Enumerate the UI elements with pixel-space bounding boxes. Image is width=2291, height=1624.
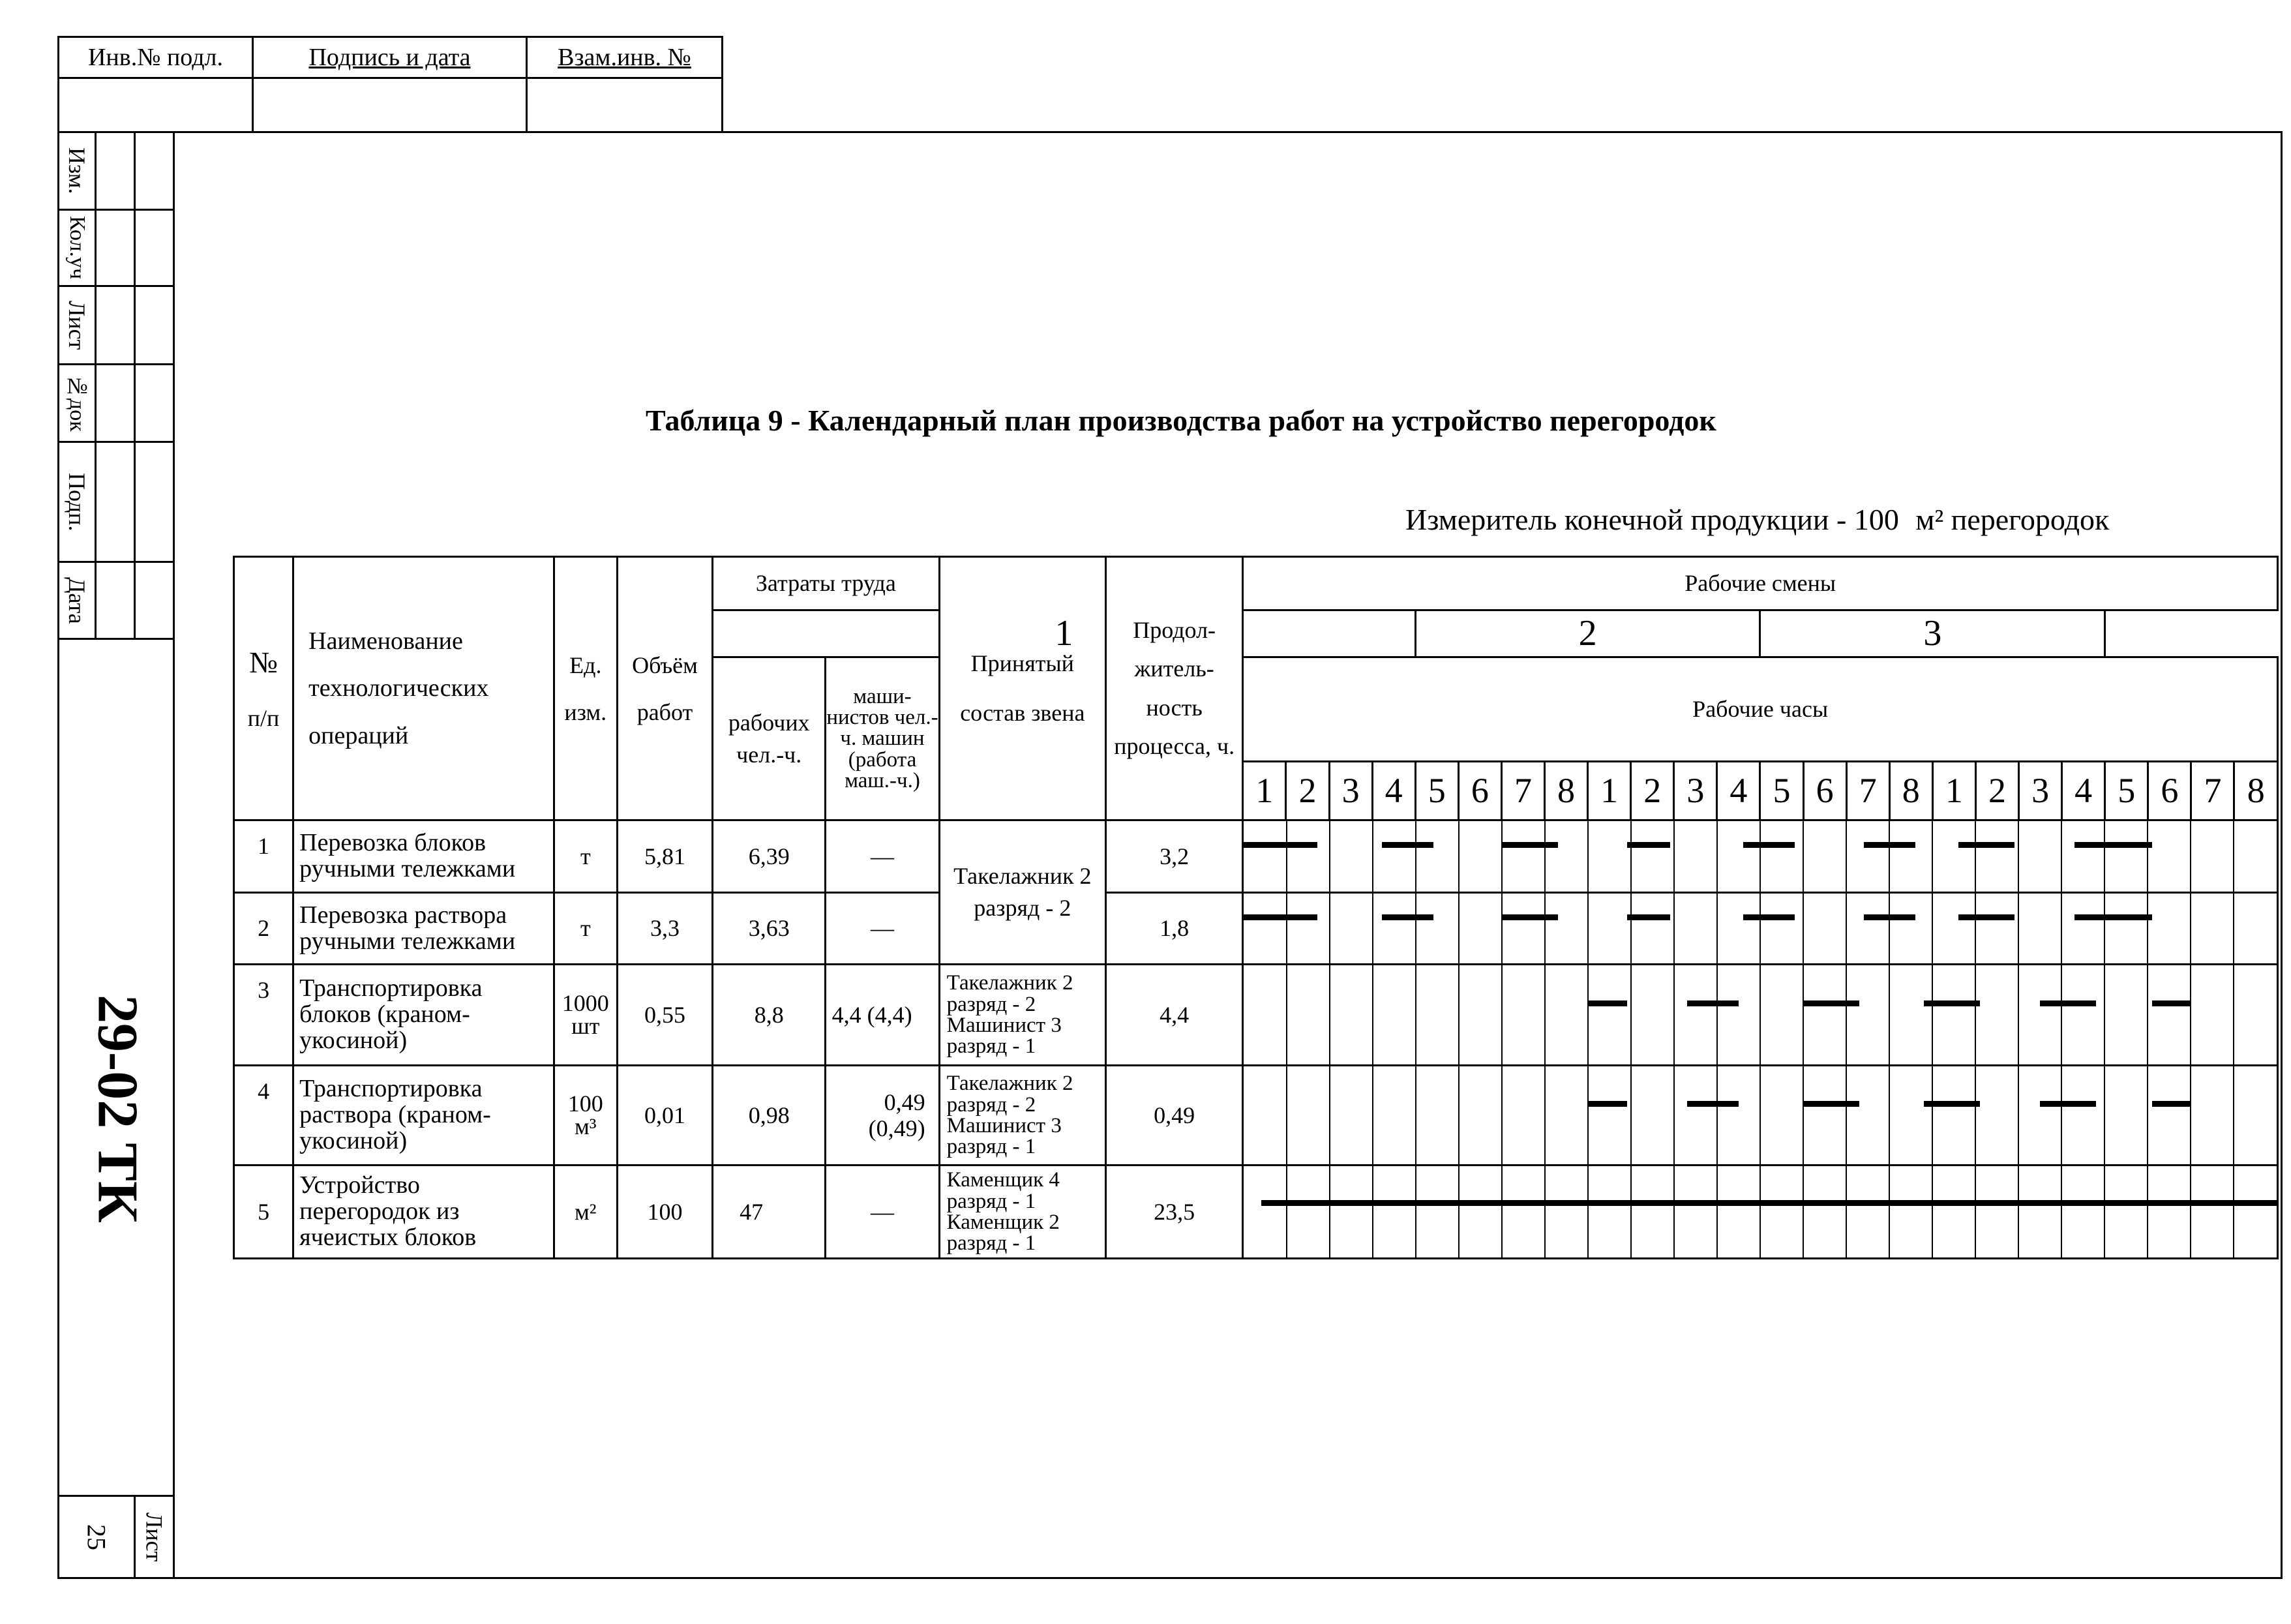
hour-gridline xyxy=(1587,1166,1589,1257)
hour-gridline xyxy=(2233,821,2234,892)
header-labor-machinists: маши-нистов чел.-ч. машин (работа маш.-ч.) xyxy=(826,657,939,820)
hour-gridline xyxy=(1630,821,1632,892)
header-num xyxy=(234,557,293,820)
hour-24: 8 xyxy=(2234,762,2278,820)
gantt-row-1 xyxy=(1243,820,2278,893)
hour-gridline xyxy=(1329,1166,1330,1257)
row-crew: Такелажник 2 разряд - 2 xyxy=(939,820,1105,965)
row-unit: 100 м³ xyxy=(554,1066,617,1165)
row-duration: 3,2 xyxy=(1106,820,1243,893)
measure-line xyxy=(1405,502,2109,537)
row-operation: Транспортировка раствора (краном-укосиной) xyxy=(293,1066,554,1165)
schedule-bar xyxy=(1743,842,1795,848)
side-label-ndok: №док xyxy=(65,374,89,432)
hour-gridline xyxy=(1544,965,1546,1064)
hour-3: 3 xyxy=(1329,762,1372,820)
measure-prefix: Измеритель конечной продукции - 100 xyxy=(1405,503,1899,536)
signature-date-label: Подпись и дата xyxy=(308,44,471,71)
hour-gridline xyxy=(1889,894,1890,963)
schedule-bar xyxy=(2040,1000,2096,1006)
hour-gridline xyxy=(1975,894,1976,963)
hour-gridline xyxy=(1372,821,1373,892)
hour-15: 7 xyxy=(1846,762,1889,820)
row-duration: 4,4 xyxy=(1106,965,1243,1066)
hour-gridline xyxy=(1587,821,1589,892)
hour-gridline xyxy=(2190,821,2191,892)
hour-gridline xyxy=(1372,965,1373,1064)
side-label-list: Лист xyxy=(64,300,90,350)
side-label-podp: Подп. xyxy=(64,472,90,532)
measure-suffix: перегородок xyxy=(1951,503,2110,536)
frame-right xyxy=(2281,131,2283,1579)
hour-gridline xyxy=(1415,965,1416,1064)
row-num: 1 xyxy=(234,820,293,893)
schedule-bar xyxy=(2152,1000,2191,1006)
row-num: 3 xyxy=(234,965,293,1066)
hour-12: 4 xyxy=(1717,762,1760,820)
hour-19: 3 xyxy=(2019,762,2062,820)
row-workers: 3,63 xyxy=(713,893,826,965)
hour-gridline xyxy=(1501,965,1503,1064)
hour-gridline xyxy=(1372,1166,1373,1257)
hour-13: 5 xyxy=(1760,762,1803,820)
row-machinists: — xyxy=(826,893,939,965)
schedule-bar xyxy=(1502,842,1558,848)
row-unit: т xyxy=(554,893,617,965)
hour-gridline xyxy=(1803,894,1804,963)
row-machinists: — xyxy=(826,1165,939,1259)
row-volume: 0,55 xyxy=(617,965,712,1066)
hour-gridline xyxy=(1975,965,1976,1064)
hour-gridline xyxy=(1501,821,1503,892)
hour-gridline xyxy=(1932,821,1933,892)
header-duration: Продол-житель-ность процесса, ч. xyxy=(1106,557,1243,820)
hour-gridline xyxy=(2233,894,2234,963)
hour-gridline xyxy=(2018,965,2019,1064)
hour-gridline xyxy=(1889,1166,1890,1257)
hour-gridline xyxy=(1759,821,1761,892)
hour-gridline xyxy=(2190,965,2191,1064)
side-label-data: Дата xyxy=(64,577,90,624)
side-label-kolуch: Кол.уч xyxy=(65,216,89,280)
hour-gridline xyxy=(1458,965,1460,1064)
gantt-row-3 xyxy=(1243,965,2278,1066)
frame-inner-left xyxy=(173,131,175,1579)
hour-17: 1 xyxy=(1932,762,1975,820)
shift-1: 1 xyxy=(713,610,1416,657)
hour-gridline xyxy=(2147,1066,2148,1164)
hour-gridline xyxy=(1975,821,1976,892)
hour-gridline xyxy=(1501,1066,1503,1164)
row-operation: Транспортировка блоков (краном-укосиной) xyxy=(293,965,554,1066)
inv-no-label: Инв.№ подл. xyxy=(87,44,223,71)
row-num: 4 xyxy=(234,1066,293,1165)
schedule-bar xyxy=(1627,914,1670,920)
hour-gridline xyxy=(1630,1066,1632,1164)
hour-21: 5 xyxy=(2105,762,2148,820)
hour-gridline xyxy=(1501,1166,1503,1257)
row-workers: 6,39 xyxy=(713,820,826,893)
sheet-label: Лист xyxy=(141,1512,168,1562)
hour-20: 4 xyxy=(2062,762,2105,820)
row-workers: 8,8 xyxy=(713,965,826,1066)
hour-14: 6 xyxy=(1803,762,1846,820)
hour-gridline xyxy=(1846,821,1847,892)
gantt-row-5 xyxy=(1243,1165,2278,1259)
hour-gridline xyxy=(1458,1166,1460,1257)
hour-gridline xyxy=(1630,965,1632,1064)
row-operation: Перевозка блоков ручными тележками xyxy=(293,820,554,893)
schedule-bar xyxy=(1588,1000,1626,1006)
hour-gridline xyxy=(1889,821,1890,892)
hour-16: 8 xyxy=(1889,762,1932,820)
hour-gridline xyxy=(2233,1066,2234,1164)
schedule-bar xyxy=(2074,914,2152,920)
hour-gridline xyxy=(2104,821,2105,892)
hour-gridline xyxy=(1932,965,1933,1064)
hour-gridline xyxy=(2190,894,2191,963)
header-num-symbol: № xyxy=(249,645,278,679)
hour-7: 7 xyxy=(1501,762,1544,820)
schedule-bar xyxy=(1627,842,1670,848)
hour-gridline xyxy=(1759,965,1761,1064)
row-machinists: 0,49 (0,49) xyxy=(826,1066,939,1165)
hour-gridline xyxy=(1329,821,1330,892)
header-unit: Ед. изм. xyxy=(554,557,617,820)
schedule-bar xyxy=(1244,842,1317,848)
row-volume: 0,01 xyxy=(617,1066,712,1165)
header-operation: Наименование технологических операций xyxy=(293,557,554,820)
row-machinists: — xyxy=(826,820,939,893)
hour-gridline xyxy=(1286,821,1287,892)
hour-gridline xyxy=(1673,1166,1675,1257)
row-crew: Каменщик 4 разряд - 1 Каменщик 2 разряд - 1 xyxy=(939,1165,1105,1259)
hour-gridline xyxy=(1544,894,1546,963)
replace-inv-label: Взам.инв. № xyxy=(558,44,691,71)
hour-gridline xyxy=(1803,1066,1804,1164)
header-crew: Принятый состав звена xyxy=(939,557,1105,820)
schedule-bar xyxy=(1958,914,2014,920)
schedule-bar xyxy=(1382,914,1433,920)
hour-gridline xyxy=(1544,1166,1546,1257)
table-row xyxy=(234,965,2278,1066)
row-unit: м² xyxy=(554,1165,617,1259)
hour-gridline xyxy=(1286,894,1287,963)
header-labor-workers: рабочих чел.-ч. xyxy=(713,657,826,820)
hour-gridline xyxy=(1630,1166,1632,1257)
hour-18: 2 xyxy=(1975,762,2018,820)
hour-gridline xyxy=(2190,1066,2191,1164)
hour-gridline xyxy=(1286,965,1287,1064)
hour-gridline xyxy=(2018,1166,2019,1257)
schedule-bar xyxy=(1244,914,1317,920)
schedule-bar xyxy=(1864,914,1915,920)
row-unit: 1000 шт xyxy=(554,965,617,1066)
hour-gridline xyxy=(1889,965,1890,1064)
hour-8: 8 xyxy=(1544,762,1587,820)
hour-gridline xyxy=(1932,1066,1933,1164)
document-code: 29-02 ТК xyxy=(85,995,149,1223)
row-crew: Такелажник 2 разряд - 2 Машинист 3 разряд - 1 xyxy=(939,1066,1105,1165)
row-num: 2 xyxy=(234,893,293,965)
hour-gridline xyxy=(2104,894,2105,963)
hour-gridline xyxy=(1716,1166,1718,1257)
frame-bottom xyxy=(57,1577,2283,1579)
schedule-bar xyxy=(1382,842,1433,848)
hour-gridline xyxy=(2018,1066,2019,1164)
hour-gridline xyxy=(2104,1166,2105,1257)
hour-gridline xyxy=(2147,1166,2148,1257)
hour-gridline xyxy=(1803,1166,1804,1257)
hour-10: 2 xyxy=(1631,762,1674,820)
hour-gridline xyxy=(1329,1066,1330,1164)
schedule-bar xyxy=(1924,1101,1980,1107)
hour-gridline xyxy=(1932,1166,1933,1257)
hour-gridline xyxy=(1458,1066,1460,1164)
table-row xyxy=(234,1165,2278,1259)
row-machinists: 4,4 (4,4) xyxy=(826,965,939,1066)
hour-gridline xyxy=(1846,1166,1847,1257)
hour-gridline xyxy=(1759,1166,1761,1257)
row-volume: 100 xyxy=(617,1165,712,1259)
hour-gridline xyxy=(1415,894,1416,963)
hour-22: 6 xyxy=(2148,762,2191,820)
table-title: Таблица 9 - Календарный план производства работ на устройство перегородок xyxy=(646,404,1716,437)
hour-gridline xyxy=(1846,1066,1847,1164)
hour-gridline xyxy=(2061,1066,2062,1164)
header-labor: Затраты труда xyxy=(713,557,940,610)
schedule-bar xyxy=(1924,1000,1980,1006)
hour-gridline xyxy=(1846,965,1847,1064)
row-crew: Такелажник 2 разряд - 2 Машинист 3 разряд - 1 xyxy=(939,965,1105,1066)
hour-gridline xyxy=(1716,821,1718,892)
hour-gridline xyxy=(1329,894,1330,963)
schedule-bar xyxy=(2152,1101,2191,1107)
hour-gridline xyxy=(2018,821,2019,892)
schedule-bar xyxy=(1803,1101,1859,1107)
hour-gridline xyxy=(1458,894,1460,963)
table-row xyxy=(234,1066,2278,1165)
hour-gridline xyxy=(1716,894,1718,963)
hour-gridline xyxy=(1415,1066,1416,1164)
hour-1: 1 xyxy=(1243,762,1286,820)
schedule-bar xyxy=(1502,914,1558,920)
row-workers: 47 xyxy=(713,1165,826,1259)
schedule-bar xyxy=(2040,1101,2096,1107)
hour-gridline xyxy=(1759,894,1761,963)
hour-gridline xyxy=(2061,965,2062,1064)
hour-6: 6 xyxy=(1458,762,1501,820)
gantt-row-2 xyxy=(1243,893,2278,965)
hour-gridline xyxy=(2233,965,2234,1064)
hour-gridline xyxy=(1544,1066,1546,1164)
hour-gridline xyxy=(2190,1166,2191,1257)
hour-gridline xyxy=(1372,894,1373,963)
hour-gridline xyxy=(1889,1066,1890,1164)
hour-gridline xyxy=(2061,894,2062,963)
hour-gridline xyxy=(2147,821,2148,892)
schedule-bar xyxy=(1864,842,1915,848)
schedule-bar xyxy=(1687,1000,1739,1006)
hour-gridline xyxy=(1803,965,1804,1064)
row-unit: т xyxy=(554,820,617,893)
sheet-number: 25 xyxy=(82,1524,112,1550)
hour-gridline xyxy=(1501,894,1503,963)
shift-2: 2 xyxy=(1415,610,1760,657)
hour-gridline xyxy=(1458,821,1460,892)
hour-gridline xyxy=(1587,965,1589,1064)
header-hours: Рабочие часы xyxy=(1243,657,2278,762)
schedule-bar xyxy=(1803,1000,1859,1006)
measure-unit: м² xyxy=(1915,503,1944,536)
hour-gridline xyxy=(2104,1066,2105,1164)
header-num-sub: п/п xyxy=(247,705,280,732)
hour-gridline xyxy=(2104,965,2105,1064)
hour-gridline xyxy=(1329,965,1330,1064)
hour-gridline xyxy=(1286,1166,1287,1257)
row-num: 5 xyxy=(234,1165,293,1259)
hour-gridline xyxy=(1630,894,1632,963)
shift-3: 3 xyxy=(1760,610,2105,657)
hour-11: 3 xyxy=(1674,762,1717,820)
row-duration: 23,5 xyxy=(1106,1165,1243,1259)
hour-gridline xyxy=(1673,1066,1675,1164)
hour-gridline xyxy=(1759,1066,1761,1164)
hour-gridline xyxy=(2147,894,2148,963)
schedule-bar xyxy=(1588,1101,1626,1107)
hour-gridline xyxy=(1587,894,1589,963)
hour-4: 4 xyxy=(1372,762,1415,820)
row-duration: 0,49 xyxy=(1106,1066,1243,1165)
table-row xyxy=(234,893,2278,965)
hour-23: 7 xyxy=(2191,762,2234,820)
row-duration: 1,8 xyxy=(1106,893,1243,965)
schedule-bar xyxy=(2074,842,2152,848)
hour-gridline xyxy=(1415,1166,1416,1257)
schedule-table xyxy=(233,556,2279,1259)
hour-gridline xyxy=(1846,894,1847,963)
frame-top xyxy=(57,131,2283,133)
hour-gridline xyxy=(1803,821,1804,892)
hour-gridline xyxy=(1932,894,1933,963)
hour-gridline xyxy=(1587,1066,1589,1164)
hour-gridline xyxy=(2061,1166,2062,1257)
row-operation: Устройство перегородок из ячеистых блоков xyxy=(293,1165,554,1259)
gantt-row-4 xyxy=(1243,1066,2278,1165)
schedule-bar xyxy=(1687,1101,1739,1107)
table-row xyxy=(234,820,2278,893)
hour-gridline xyxy=(2147,965,2148,1064)
schedule-bar xyxy=(1261,1200,2277,1206)
hour-gridline xyxy=(1372,1066,1373,1164)
hour-gridline xyxy=(1673,965,1675,1064)
side-label-izm: Изм. xyxy=(64,147,90,194)
row-workers: 0,98 xyxy=(713,1066,826,1165)
hour-gridline xyxy=(1975,1066,1976,1164)
hour-9: 1 xyxy=(1588,762,1631,820)
hour-gridline xyxy=(2233,1166,2234,1257)
hour-gridline xyxy=(1286,1066,1287,1164)
schedule-bar xyxy=(1743,914,1795,920)
hour-5: 5 xyxy=(1415,762,1458,820)
hour-2: 2 xyxy=(1286,762,1329,820)
hour-gridline xyxy=(1716,1066,1718,1164)
hour-gridline xyxy=(1673,894,1675,963)
hour-gridline xyxy=(1673,821,1675,892)
hour-gridline xyxy=(2018,894,2019,963)
schedule-bar xyxy=(1958,842,2014,848)
row-volume: 3,3 xyxy=(617,893,712,965)
hour-gridline xyxy=(1975,1166,1976,1257)
row-operation: Перевозка раствора ручными тележками xyxy=(293,893,554,965)
header-shifts: Рабочие смены xyxy=(1243,557,2278,610)
hour-gridline xyxy=(1544,821,1546,892)
hour-gridline xyxy=(2061,821,2062,892)
header-volume: Объём работ xyxy=(617,557,712,820)
hour-gridline xyxy=(1415,821,1416,892)
hour-gridline xyxy=(1716,965,1718,1064)
row-volume: 5,81 xyxy=(617,820,712,893)
